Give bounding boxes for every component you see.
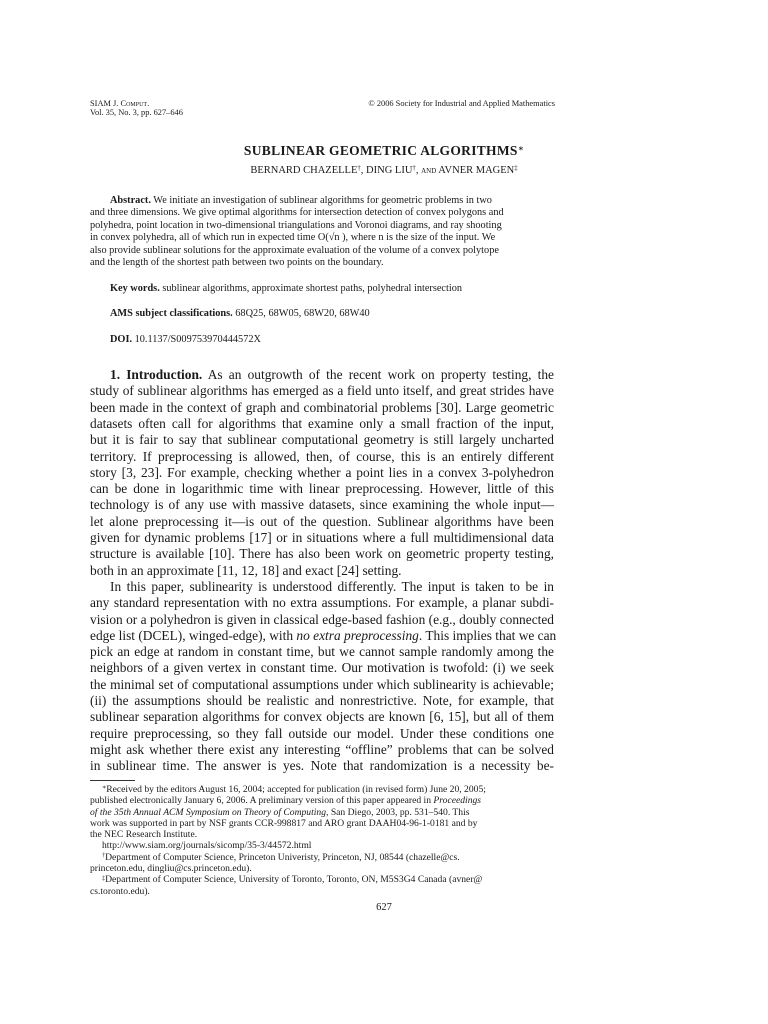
author-1: BERNARD CHAZELLE [250,165,358,176]
intro-line: both in an approximate [11, 12, 18] and exact [24] setting. [90,562,402,578]
title-footnote-mark: ∗ [517,143,525,154]
author-3: AVNER MAGEN [438,165,515,176]
intro-line: pick an edge at random in constant time, but we cannot sample randomly among the [90,644,554,660]
doi: DOI. 10.1137/S009753970444572X [110,334,261,345]
intro-line: (ii) the assumptions should be realistic and nonrestrictive. Note, for example, that [90,693,554,708]
intro-line: In this paper, sublinearity is understood differently. The input is taken to be in [110,578,554,594]
journal-name: SIAM J. Comput. [90,99,150,108]
author-2-mark: † [412,164,416,172]
footnote-affiliation-2: ‡Department of Computer Science, University of Toronto, Toronto, ON, M5S3G4 Canada (avner@ [102,874,483,886]
intro-line: the minimal set of computational assumptions under which sublinearity is achievable; [90,676,554,692]
intro-line: let alone preprocessing it—is out of the question. Sublinear algorithms have been [90,513,554,529]
footnote-rule [90,780,135,781]
title-text: SUBLINEAR GEOMETRIC ALGORITHMS [243,143,518,158]
author-2: DING LIU [366,165,413,176]
intro-line: but it is fair to say that sublinear computational geometry is still largely uncharted [90,432,554,448]
intro-line: study of sublinear algorithms has emerged as a field unto itself, and great strides have [90,383,554,399]
intro-line: require preprocessing, so they fall outside our model. Under these conditions one [90,725,554,741]
intro-line: sublinear separation algorithms for convex objects are known [6, 15], but all of them [90,709,554,725]
page-number: 627 [376,902,392,913]
paper-title [0,143,768,159]
intro-line: story [3, 23]. For example, checking whether a point lies in a convex 3-polyhedron [90,464,554,480]
keywords: Key words. sublinear algorithms, approximate shortest paths, polyhedral intersection [110,283,463,294]
volume-info: Vol. 35, No. 3, pp. 627–646 [90,108,183,117]
copyright-notice: © 2006 Society for Industrial and Applied Mathematics [368,99,555,108]
intro-line: been made in the context of graph and combinatorial problems [30]. Large geometric [90,399,554,415]
intro-line: territory. If preprocessing is allowed, then, of course, this is an entirely different [90,448,554,464]
intro-line: any standard representation with no extra assumptions. For example, a planar subdi- [90,595,554,611]
author-1-mark: † [357,164,361,172]
intro-line: can be done in logarithmic time with linear preprocessing. However, little of this [90,481,554,497]
footnote-received: ∗Received by the editors August 16, 2004; accepted for publication (in revised form) June 20, 2005; published electronically January 6, 2006. A preliminary version of this paper appeared in Proceedings of the 35th Annual ACM Symposium on Theory of Computing, San Diego, 2003, pp. 531–540. This work was supported in part by NSF grants CCR-998817 and ARO grant DAAH04-96-1-0181 and by the NEC Research Institute. http://www.siam.org/journals/sicomp/35-3/44572.html †Department of Computer Science, Princeton Univeristy, Princeton, NJ, 08544 (chazelle@cs. princeton.edu, dingliu@cs.princeton.edu). ‡Department of Computer Science, University of Toronto, Toronto, ON, M5S3G4 Canada (avner@ cs.toronto.edu). [90,784,554,897]
intro-line: might ask whether there exist any interesting “offline” problems that can be solved [90,741,554,757]
abstract: Abstract. We initiate an investigation of sublinear algorithms for geometric problems in two and three dimensions. We give optimal algorithms for intersection detection of convex polygons and polyhedra, point location in two-dimensional triangulations and Voronoi diagrams, and ray shooting in convex polyhedra, all of which run in expected time O(√n ), where n is the size of the input. We also provide sublinear solutions for the approximate evaluation of the volume of a convex polytope and the length of the shortest path between two points on the boundary. [90,195,504,269]
intro-line: structure is available [10]. There has also been work on geometric property testing, [90,546,554,562]
intro-line: vision or a polyhedron is given in classical edge-based fashion (e.g., doubly connected [90,611,554,627]
intro-line: datasets often call for algorithms that examine only a small fraction of the input, [90,415,554,431]
abstract-label: Abstract. [110,195,151,206]
author-list: BERNARD CHAZELLE†, DING LIU†, and AVNER MAGEN‡ [250,164,518,176]
ams-classifications: AMS subject classifications. 68Q25, 68W05, 68W20, 68W40 [110,308,370,319]
intro-line: 1. Introduction. As an outgrowth of the recent work on property testing, the [110,367,554,382]
section-heading: 1. Introduction. [110,367,203,382]
emphasis: no extra preprocessing [296,627,419,643]
intro-line: technology is of any use with massive datasets, since examining the whole input— [90,497,554,513]
author-3-mark: ‡ [514,164,518,172]
intro-line: neighbors of a given vertex in constant time. Our motivation is twofold: (i) we seek [90,660,554,676]
footnote-affiliation-1: †Department of Computer Science, Princeton Univeristy, Princeton, NJ, 08544 (chazelle@cs. [102,851,460,863]
intro-line: given for dynamic problems [17] or in situations where a full multidimensional data [90,530,554,545]
journal-url-link[interactable]: http://www.siam.org/journals/sicomp/35-3/44572.html [102,840,312,852]
intro-line: in sublinear time. The answer is yes. Note that randomization is a necessity be- [90,758,554,774]
intro-line: edge list (DCEL), winged-edge), with no extra preprocessing. This implies that we can [90,627,557,643]
author-conjunction: and [421,165,437,176]
